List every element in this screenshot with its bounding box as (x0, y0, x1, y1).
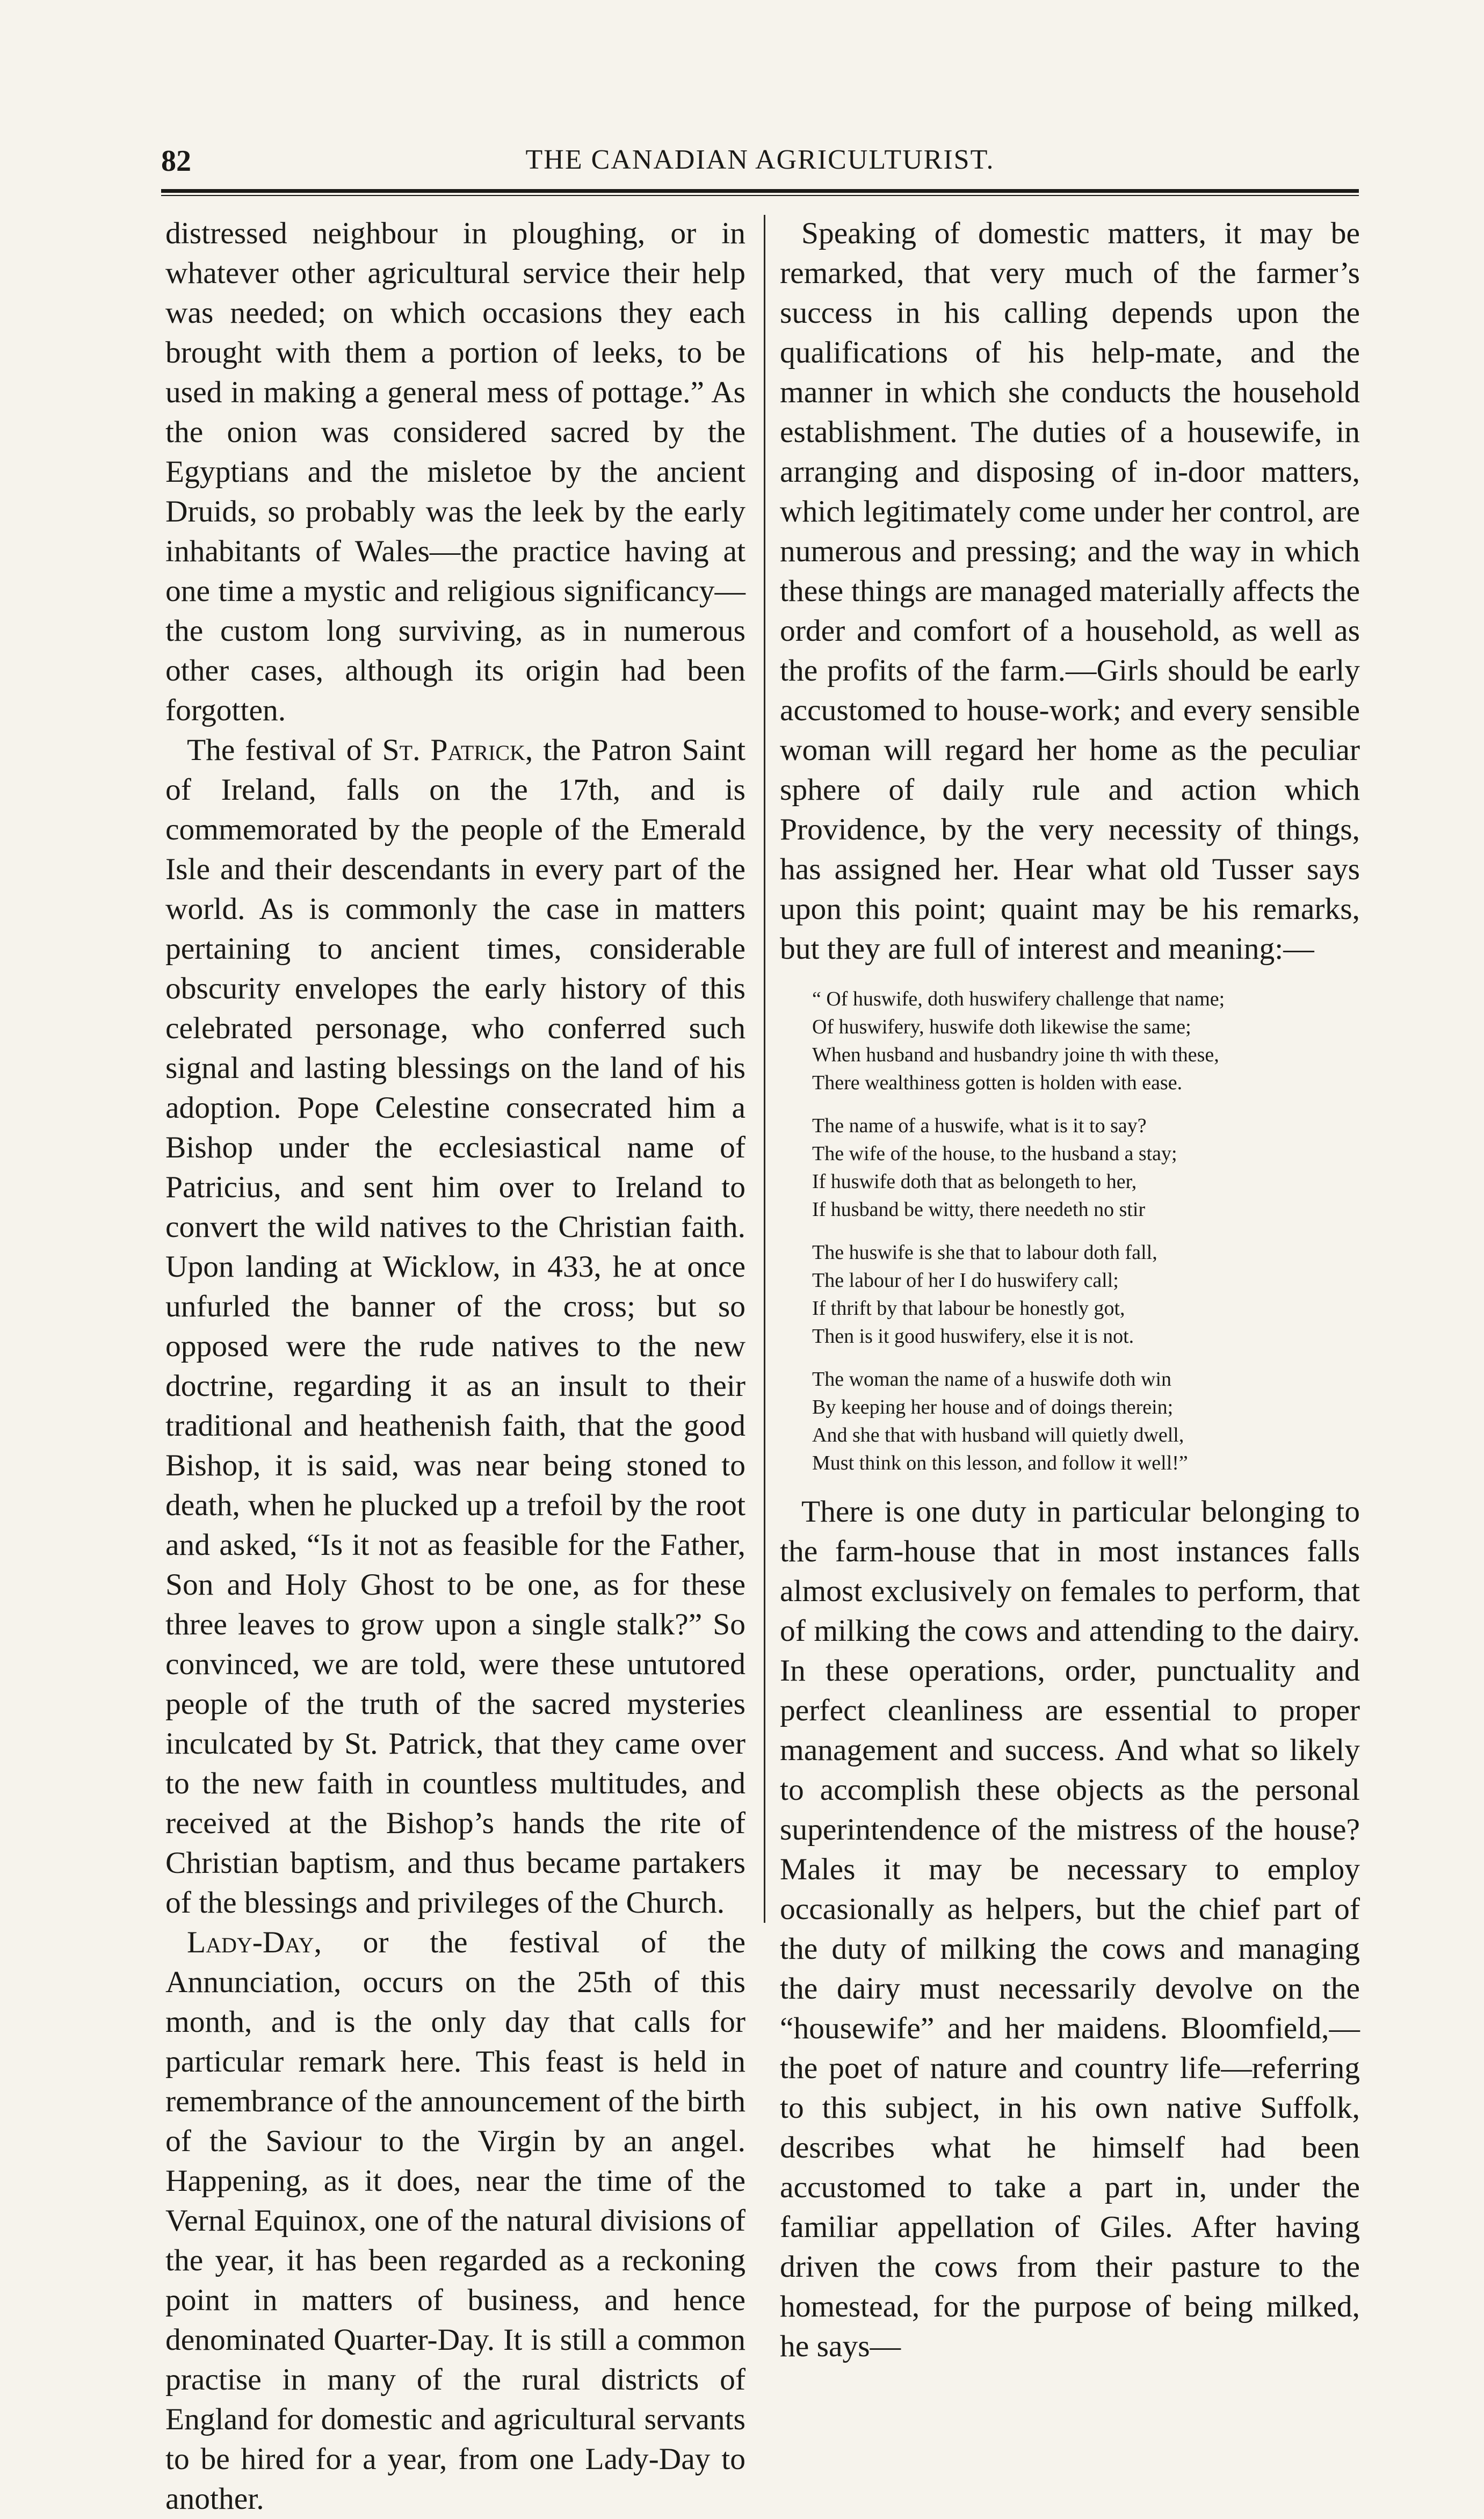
lady-day-name: Lady-Day (187, 1926, 314, 1959)
right-paragraph-domestic: Speaking of domestic matters, it may be remarked, that very much of the farmer’s success in his calling depends upon the qualifications of his help-mate, and the manner in which she conducts the household establishment. The duties of a housewife, in arranging and disposing of in-door matters, which legitimately come under her control, are numerous and pressing; and the way in which these things are managed materially affects the order and comfort of a household, as well as the profits of the farm.—Girls should be early accustomed to house-work; and every sensible woman will regard her home as the peculiar sphere of daily rule and action which Providence, by the very necessity of things, has assigned her. Hear what old Tusser says upon this point; quaint may be his remarks, but they are full of interest and meaning:— (780, 216, 1360, 966)
p3-rest: , or the festival of the Annunciation, occurs on the 25th of this month, and is the only day that calls for particular remark here. This feast is held in remembrance of the announcement of the birth of the Saviour to the Virgin by an angel. Happening, as it does, near the time of the Vernal Equinox, one of the natural divisions of the year, it has been regarded as a reckoning point in matters of business, and hence denominated Quarter-Day. It is still a common practise in many of the rural districts of England for domestic and agricultural servants to be hired for a year, from one Lady-Day to another. (165, 1926, 745, 2516)
poem-line: Must think on this lesson, and follow it well!” (812, 1452, 1188, 1474)
poem-line: “ Of huswife, doth huswifery challenge that name; (812, 988, 1225, 1010)
poem-line: The wife of the house, to the husband a stay; (812, 1142, 1177, 1165)
poem-line: The huswife is she that to labour doth fall, (812, 1241, 1157, 1264)
left-column (165, 214, 745, 2519)
poem-stanza (812, 985, 1360, 1097)
page-number: 82 (161, 144, 191, 178)
poem-line: If huswife doth that as belongeth to her, (812, 1170, 1137, 1193)
poem-line: The woman the name of a huswife doth win (812, 1368, 1172, 1391)
page-header (161, 144, 1359, 182)
poem-line: The labour of her I do huswifery call; (812, 1269, 1119, 1292)
header-rule-thin (161, 195, 1359, 196)
p2-rest: , the Patron Saint of Ireland, falls on the 17th, and is commemorated by the people of the Emerald Isle and their descendants in every part of the world. As is commonly the case in matters pertaining to ancient times, considerable obscurity envelopes the early history of this celebrated personage, who conferred such signal and lasting blessings on the land of his adoption. Pope Celestine consecrated him a Bishop under the ecclesiastical name of Patricius, and sent him over to Ireland to convert the wild natives to the Christian faith. Upon landing at Wicklow, in 433, he at once unfurled the banner of the cross; but so opposed were the rude natives to the new doctrine, regarding it as an insult to their traditional and heathenish faith, that the good Bishop, it is said, was near being stoned to death, when he plucked up a trefoil by the root and asked, “Is it not as feasible for the Father, Son and Holy Ghost to be one, as for these three leaves to grow upon a single stalk?” So convinced, we are told, were these untutored people of the truth of the sacred mysteries inculcated by St. Patrick, that they came over to the new faith in countless multitudes, and received at the Bishop’s hands the rite of Christian baptism, and thus became partakers of the blessings and privileges of the Church. (165, 733, 745, 1920)
poem-line: If husband be witty, there needeth no stir (812, 1198, 1146, 1221)
p2-lead: The festival of (187, 733, 382, 767)
poem-stanza (812, 1112, 1360, 1224)
column-divider (764, 215, 765, 1923)
header-rule-thick (161, 189, 1359, 193)
poem-line: Then is it good huswifery, else it is not. (812, 1325, 1134, 1348)
poem-line: There wealthiness gotten is holden with ease. (812, 1072, 1183, 1094)
poem-stanza (812, 1365, 1360, 1477)
st-patrick-name: St. Patrick (382, 733, 525, 767)
left-paragraph-st-patrick (165, 730, 745, 1923)
poem-line: The name of a huswife, what is it to say? (812, 1114, 1147, 1137)
poem-line: By keeping her house and of doings therein; (812, 1396, 1174, 1418)
left-paragraph-continued: distressed neighbour in ploughing, or in whatever other agricultural service their help was needed; on which occasions they each brought with them a portion of leeks, to be used in making a general mess of pottage.” As the onion was considered sacred by the Egyptians and the misletoe by the ancient Druids, so probably was the leek by the early inhabitants of Wales—the practice having at one time a mystic and religious significancy—the custom long surviving, as in numerous other cases, although its origin had been forgotten. (165, 216, 745, 727)
poem-line: And she that with husband will quietly dwell, (812, 1424, 1184, 1446)
poem-line: Of huswifery, huswife doth likewise the same; (812, 1016, 1191, 1038)
right-paragraph-dairy: There is one duty in particular belonging to the farm-house that in most instances falls almost exclusively on females to perform, that of milking the cows and attending to the dairy. In these operations, order, punctuality and perfect cleanliness are essential to proper management and success. And what so likely to accomplish these objects as the personal superintendence of the mistress of the house? Males it may be necessary to employ occasionally as helpers, but the chief part of the duty of milking the cows and managing the dairy must necessarily devolve on the “housewife” and her maidens. Bloomfield,—the poet of nature and country life—referring to this subject, in his own native Suffolk, describes what he himself had been accustomed to take a part in, under the familiar appellation of Giles. After having driven the cows from their pasture to the homestead, for the purpose of being milked, he says— (780, 1495, 1360, 2363)
right-column (780, 214, 1360, 2366)
poem-stanza (812, 1239, 1360, 1350)
left-paragraph-lady-day (165, 1923, 745, 2519)
poem-line: When husband and husbandry joine th with these, (812, 1044, 1219, 1066)
running-head: THE CANADIAN AGRICULTURIST. (525, 144, 995, 175)
tusser-poem (812, 985, 1360, 1477)
poem-line: If thrift by that labour be honestly got, (812, 1297, 1125, 1320)
